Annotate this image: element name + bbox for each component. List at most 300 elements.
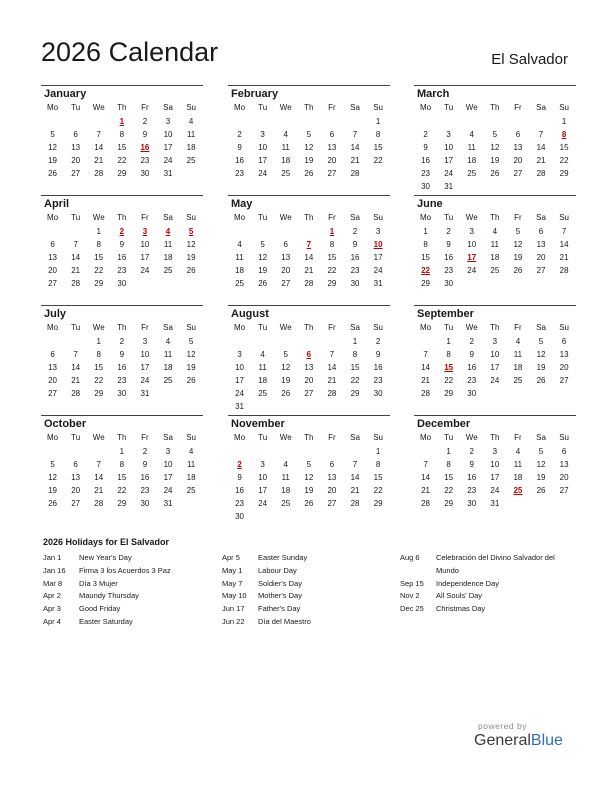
holiday-date: May 1 [222,565,243,575]
month-january [41,85,203,180]
month-name: April [44,198,70,210]
weekday-label: Fr [514,103,522,112]
holiday-day-cell: 15 [444,363,454,372]
weekday-label: We [92,323,105,332]
holiday-entry [43,578,223,591]
weekday-label: Sa [536,213,546,222]
week-row [41,458,203,471]
empty-cell [553,497,576,510]
day-cell: 24 [444,169,454,178]
day-cell: 8 [329,240,335,249]
week-row [228,445,390,458]
day-cell: 24 [163,486,173,495]
holiday-entry [222,590,402,603]
month-name: November [231,418,285,430]
week-row [228,128,390,141]
empty-cell [251,445,274,458]
empty-cell [180,167,203,180]
day-cell: 22 [94,266,104,275]
empty-cell [460,180,483,193]
empty-cell [483,387,506,400]
weekday-label: Th [304,213,314,222]
empty-cell [414,445,437,458]
empty-cell [251,335,274,348]
day-cell: 4 [469,130,474,139]
day-cell: 13 [48,253,57,262]
day-cell: 18 [235,266,244,275]
day-cell: 28 [71,279,81,288]
month-september [414,305,576,400]
day-cell: 15 [94,253,104,262]
day-cell: 20 [71,156,81,165]
day-cell: 9 [237,143,242,152]
week-row [414,445,576,458]
day-cell: 22 [444,486,454,495]
day-cell: 21 [350,156,360,165]
day-cell: 28 [350,169,360,178]
empty-cell [529,387,552,400]
day-cell: 10 [258,143,268,152]
weekday-label: Tu [444,213,454,222]
weekday-label: Tu [258,213,268,222]
holiday-entry [43,616,223,629]
holiday-date: Jun 22 [222,616,245,626]
day-cell: 8 [119,130,125,139]
day-cell: 15 [559,143,569,152]
day-cell: 1 [119,447,125,456]
week-row [228,141,390,154]
holiday-date: Jun 17 [222,604,245,614]
weekday-label: Sa [350,103,360,112]
holiday-day-cell: 3 [142,227,148,236]
day-cell: 23 [140,486,150,495]
week-row [41,167,203,180]
holidays-title: 2026 Holidays for El Salvador [43,537,170,547]
day-cell: 7 [73,240,78,249]
holiday-day-cell: 6 [306,350,312,359]
weekday-label: Th [117,213,127,222]
day-cell: 15 [421,253,430,262]
week-row [41,225,203,238]
day-cell: 5 [50,130,55,139]
empty-cell [297,115,320,128]
day-cell: 11 [281,473,290,482]
holiday-entry [43,565,223,578]
weekday-label: We [465,103,478,112]
week-row [41,335,203,348]
day-cell: 4 [515,447,521,456]
holiday-day-cell: 25 [513,486,523,495]
day-cell: 29 [94,389,104,398]
month-august [228,305,390,413]
empty-cell [437,115,460,128]
weekday-label: Tu [444,433,454,442]
day-cell: 5 [50,460,55,469]
empty-cell [228,225,251,238]
weekday-label: Su [373,213,383,222]
holiday-date: Nov 2 [400,591,420,601]
empty-cell [483,277,506,290]
day-cell: 26 [513,266,523,275]
weekday-label: Fr [514,433,522,442]
day-cell: 24 [140,376,150,385]
month-june [414,195,576,290]
holiday-column [43,552,223,629]
holiday-entry [222,603,402,616]
day-cell: 3 [237,350,242,359]
day-cell: 8 [375,130,381,139]
day-cell: 1 [423,227,428,236]
day-cell: 11 [513,350,523,359]
month-may [228,195,390,290]
holiday-entry [222,565,402,578]
day-cell: 18 [186,143,196,152]
day-cell: 8 [446,460,451,469]
month-name: May [231,198,253,210]
day-cell: 22 [444,376,454,385]
week-row [414,484,576,497]
day-cell: 25 [281,169,291,178]
day-cell: 6 [561,337,567,346]
day-cell: 5 [306,130,312,139]
day-cell: 28 [536,169,546,178]
day-cell: 24 [258,499,268,508]
day-cell: 24 [258,169,268,178]
day-cell: 24 [490,376,500,385]
month-october [41,415,203,510]
empty-cell [133,277,156,290]
day-cell: 17 [490,473,500,482]
day-cell: 23 [421,169,430,178]
day-cell: 6 [50,240,55,249]
empty-cell [529,115,552,128]
month-name: February [231,88,279,100]
day-cell: 20 [304,376,314,385]
day-cell: 23 [350,266,360,275]
empty-cell [506,115,529,128]
weekday-label: Fr [141,213,149,222]
week-row [228,251,390,264]
day-cell: 9 [142,130,148,139]
day-cell: 31 [163,499,173,508]
day-cell: 21 [421,376,430,385]
day-cell: 26 [304,169,314,178]
day-cell: 23 [467,486,477,495]
week-row [41,277,203,290]
day-cell: 15 [94,363,104,372]
day-cell: 25 [258,389,268,398]
day-cell: 6 [50,350,55,359]
week-row [41,115,203,128]
weekday-label: Sa [350,433,360,442]
weekday-header [41,431,203,445]
day-cell: 7 [561,227,567,236]
day-cell: 19 [48,156,57,165]
day-cell: 29 [559,169,569,178]
day-cell: 31 [444,182,454,191]
day-cell: 18 [163,363,173,372]
empty-cell [506,180,529,193]
month-name: July [44,308,67,320]
empty-cell [529,180,552,193]
day-cell: 22 [117,156,127,165]
empty-cell [180,277,203,290]
day-cell: 21 [350,486,360,495]
day-cell: 12 [304,143,314,152]
weekday-label: Tu [71,213,81,222]
day-cell: 16 [467,473,477,482]
day-cell: 18 [467,156,477,165]
day-cell: 10 [140,350,150,359]
weekday-label: Mo [419,323,432,332]
day-cell: 29 [94,279,104,288]
month-april [41,195,203,290]
week-row [41,251,203,264]
weekday-label: Tu [71,103,81,112]
empty-cell [87,445,110,458]
holiday-date: Apr 3 [43,604,61,614]
day-cell: 19 [536,363,546,372]
week-row [228,374,390,387]
holiday-column [222,552,402,629]
weekday-label: Sa [350,323,360,332]
weekday-label: Fr [328,213,336,222]
weekday-label: Fr [328,103,336,112]
day-cell: 5 [538,447,544,456]
day-cell: 26 [304,499,314,508]
holiday-entry [400,590,580,603]
day-cell: 7 [352,460,358,469]
day-cell: 26 [258,279,268,288]
day-cell: 24 [467,266,477,275]
week-row [414,387,576,400]
day-cell: 14 [71,253,81,262]
day-cell: 14 [559,240,569,249]
day-cell: 11 [235,253,244,262]
day-cell: 15 [373,143,383,152]
empty-cell [64,335,87,348]
day-cell: 22 [373,156,383,165]
day-cell: 17 [163,143,173,152]
day-cell: 9 [375,350,381,359]
week-row [228,497,390,510]
day-cell: 8 [119,460,125,469]
holiday-date: Apr 5 [222,553,240,562]
weekday-label: Tu [444,103,454,112]
week-row [414,238,576,251]
week-row [41,445,203,458]
empty-cell [297,225,320,238]
day-cell: 3 [165,447,171,456]
weekday-label: Sa [163,433,173,442]
day-cell: 19 [536,473,546,482]
week-row [41,238,203,251]
day-cell: 2 [142,447,148,456]
brand-blue: Blue [530,732,563,749]
day-cell: 21 [421,486,430,495]
day-cell: 2 [423,130,428,139]
day-cell: 7 [423,460,428,469]
weekday-header [228,101,390,115]
weekday-label: We [279,213,292,222]
day-cell: 26 [48,169,57,178]
day-cell: 19 [304,156,314,165]
day-cell: 18 [281,156,291,165]
day-cell: 8 [352,350,358,359]
day-cell: 22 [94,376,104,385]
day-cell: 26 [281,389,291,398]
day-cell: 2 [375,337,381,346]
day-cell: 17 [490,363,500,372]
day-cell: 20 [536,253,546,262]
day-cell: 11 [163,240,173,249]
weekday-label: Th [490,433,500,442]
empty-cell [251,225,274,238]
holiday-day-cell: 10 [373,240,383,249]
day-cell: 11 [186,460,196,469]
day-cell: 3 [165,117,171,126]
holiday-name: Mother's Day [258,591,302,601]
day-cell: 7 [538,130,544,139]
day-cell: 24 [140,266,150,275]
day-cell: 13 [71,473,81,482]
holiday-day-cell: 16 [140,143,150,152]
empty-cell [274,225,297,238]
week-row [414,374,576,387]
day-cell: 30 [421,182,430,191]
day-cell: 27 [536,266,546,275]
empty-cell [343,115,366,128]
day-cell: 17 [140,363,150,372]
day-cell: 29 [327,279,337,288]
day-cell: 6 [515,130,521,139]
holiday-date: Mar 8 [43,578,63,588]
day-cell: 2 [469,337,474,346]
day-cell: 10 [258,473,268,482]
day-cell: 14 [71,363,81,372]
day-cell: 30 [117,279,127,288]
holiday-day-cell: 2 [237,460,242,469]
day-cell: 12 [536,350,546,359]
day-cell: 10 [235,363,244,372]
empty-cell [320,510,343,523]
weekday-label: Mo [419,433,432,442]
weekday-header [41,211,203,225]
day-cell: 19 [48,486,57,495]
day-cell: 22 [327,266,337,275]
holiday-entry [43,590,223,603]
holiday-name: Labour Day [258,565,297,575]
weekday-label: We [279,433,292,442]
day-cell: 11 [163,350,173,359]
day-cell: 3 [375,227,381,236]
empty-cell [41,335,64,348]
holiday-date: May 10 [222,591,247,601]
day-cell: 17 [258,486,268,495]
weekday-label: Tu [258,103,268,112]
day-cell: 29 [350,389,360,398]
week-row [414,264,576,277]
month-february [228,85,390,180]
weekday-label: We [92,213,105,222]
weekday-label: Th [304,433,314,442]
day-cell: 16 [117,363,127,372]
day-cell: 26 [186,266,196,275]
day-cell: 28 [421,499,430,508]
day-cell: 28 [350,499,360,508]
day-cell: 13 [281,253,291,262]
weekday-label: Fr [328,433,336,442]
day-cell: 25 [467,169,477,178]
day-cell: 11 [186,130,196,139]
day-cell: 14 [94,473,104,482]
week-row [414,141,576,154]
day-cell: 30 [467,389,477,398]
empty-cell [41,445,64,458]
day-cell: 18 [258,376,268,385]
day-cell: 3 [492,447,498,456]
day-cell: 5 [306,460,312,469]
empty-cell [274,115,297,128]
holiday-day-cell: 2 [119,227,125,236]
day-cell: 28 [71,389,81,398]
day-cell: 31 [373,279,383,288]
weekday-header [41,321,203,335]
day-cell: 17 [235,376,244,385]
day-cell: 25 [163,376,173,385]
week-row [228,154,390,167]
day-cell: 11 [467,143,476,152]
empty-cell [228,115,251,128]
day-cell: 9 [119,350,125,359]
weekday-label: Mo [419,103,432,112]
day-cell: 6 [561,447,567,456]
day-cell: 4 [283,130,288,139]
day-cell: 19 [304,486,314,495]
day-cell: 9 [119,240,125,249]
weekday-label: Fr [514,323,522,332]
day-cell: 3 [492,337,498,346]
day-cell: 14 [327,363,337,372]
weekday-label: We [279,103,292,112]
week-row [414,251,576,264]
day-cell: 9 [446,240,451,249]
holiday-entry [400,578,580,591]
day-cell: 1 [96,337,101,346]
weekday-label: Fr [141,433,149,442]
day-cell: 17 [258,156,268,165]
day-cell: 5 [538,337,544,346]
day-cell: 1 [96,227,101,236]
weekday-label: Fr [514,213,522,222]
day-cell: 25 [513,376,523,385]
weekday-label: Su [186,213,196,222]
weekday-label: Th [304,103,314,112]
month-name: June [417,198,443,210]
day-cell: 20 [48,266,57,275]
day-cell: 10 [467,240,477,249]
weekday-label: Su [559,323,569,332]
day-cell: 20 [281,266,291,275]
holiday-name: New Year's Day [79,553,132,562]
week-row [414,115,576,128]
weekday-label: Th [490,213,500,222]
day-cell: 14 [350,143,360,152]
day-cell: 30 [140,169,150,178]
day-cell: 16 [235,156,244,165]
day-cell: 25 [186,486,196,495]
day-cell: 9 [469,460,474,469]
